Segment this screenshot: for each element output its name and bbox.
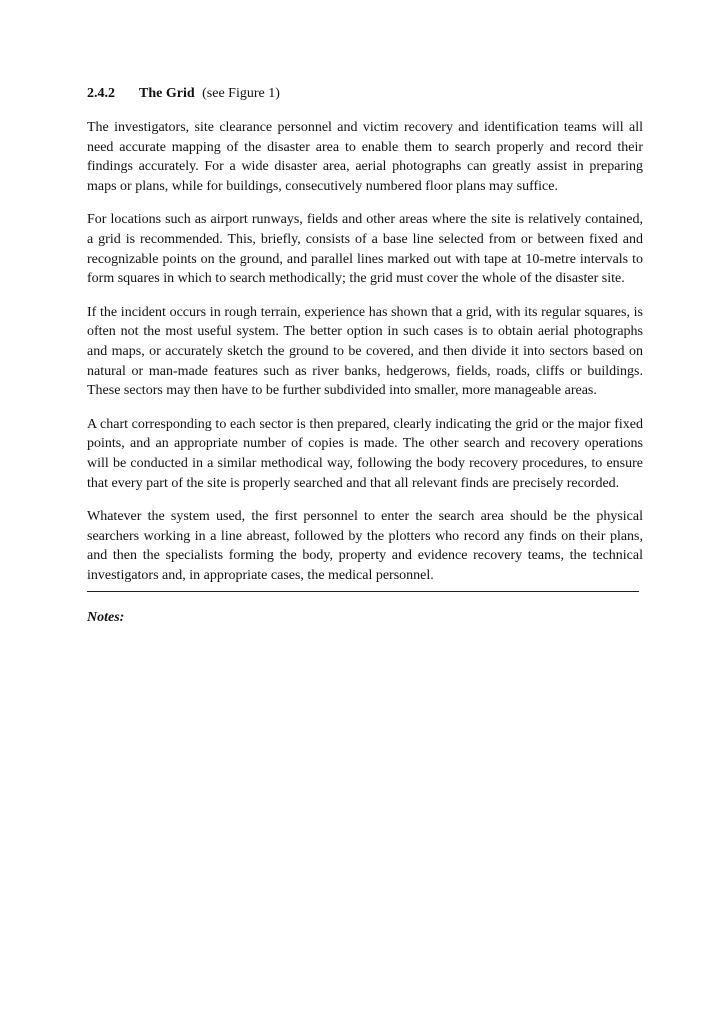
section-number: 2.4.2 xyxy=(87,86,115,101)
document-page xyxy=(87,84,643,628)
horizontal-rule xyxy=(87,591,639,592)
section-heading xyxy=(87,84,643,104)
paragraph-rough-terrain: If the incident occurs in rough terrain, experience has shown that a grid, with its regular squares, is often not the most useful system. The better option in such cases is to obtain aerial photographs and maps, or accurately sketch the ground to be covered, and then divide it into sectors based on natural or man-made features such as river banks, hedgerows, fields, roads, cliffs or buildings. These sectors may then have to be further subdivided into smaller, more manageable areas. xyxy=(87,304,643,399)
figure-reference: (see Figure 1) xyxy=(202,86,280,101)
paragraph-search-order: Whatever the system used, the first personnel to enter the search area should be the physical searchers working in a line abreast, followed by the plotters who record any finds on their plans, and then the specialists forming the body, property and evidence recovery teams, the technical investigators and, in appropriate cases, the medical personnel. xyxy=(87,509,643,583)
paragraph-grid: For locations such as airport runways, fields and other areas where the site is relatively contained, a grid is recommended. This, briefly, consists of a base line selected from or between fixed and recognizable points on the ground, and parallel lines marked out with tape at 10-metre intervals to form squares in which to search methodically; the grid must cover the whole of the disaster site. xyxy=(87,212,643,287)
paragraph-sector-chart: A chart corresponding to each sector is then prepared, clearly indicating the grid or the major fixed points, and an appropriate number of copies is made. The other search and recovery operations will be conducted in a similar methodical way, following the body recovery procedures, to ensure that every part of the site is properly searched and that all relevant finds are precisely recorded. xyxy=(87,416,643,491)
notes-label: Notes: xyxy=(87,610,125,626)
section-title: The Grid xyxy=(139,86,195,101)
paragraph-mapping: The investigators, site clearance personnel and victim recovery and identification teams will all need accurate mapping of the disaster area to enable them to search properly and record their findings accurately. For a wide disaster area, aerial photographs can greatly assist in preparing maps or plans, while for buildings, consecutively numbered floor plans may suffice. xyxy=(87,120,643,194)
